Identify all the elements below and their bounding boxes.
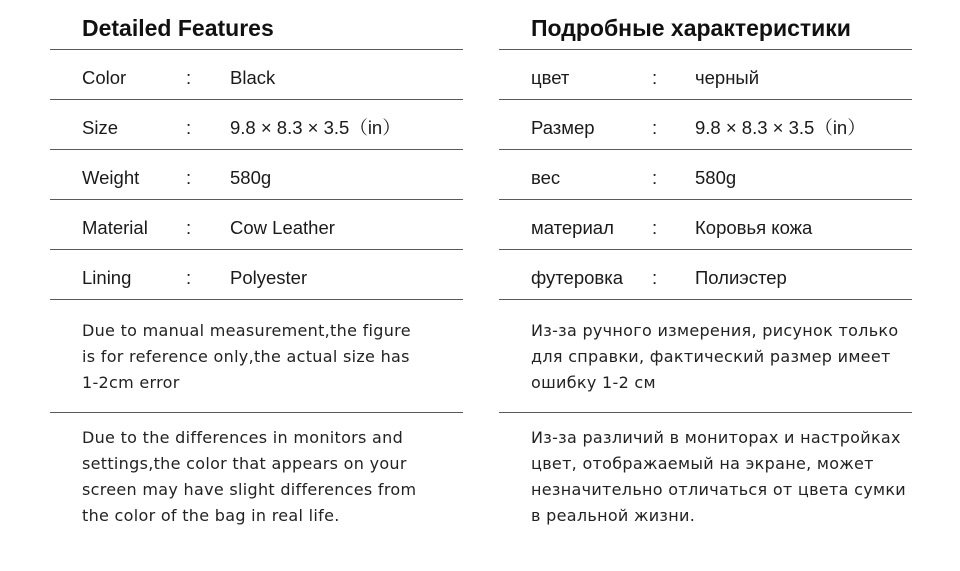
spec-colon: : (652, 67, 658, 88)
spec-colon: : (186, 117, 192, 138)
note-line: цвет, отображаемый на экране, может (531, 454, 874, 473)
spec-label: Размер (531, 117, 595, 138)
spec-value: Коровья кожа (695, 217, 813, 238)
spec-value: 580g (230, 167, 272, 188)
spec-row-material (499, 200, 912, 250)
spec-row-size (499, 100, 912, 150)
spec-label: футеровка (531, 267, 624, 288)
english-spec-column (50, 0, 463, 529)
spec-value: Полиэстер (695, 267, 787, 288)
spec-value: 9.8 × 8.3 × 3.5（in） (230, 117, 401, 138)
spec-value: 9.8 × 8.3 × 3.5（in） (695, 117, 866, 138)
note-line: Из-за различий в мониторах и настройках (531, 428, 901, 447)
note-line: Due to the differences in monitors and (82, 428, 404, 447)
spec-label: материал (531, 217, 614, 238)
spec-colon: : (186, 167, 192, 188)
spec-label: Color (82, 67, 127, 88)
measurement-note (50, 300, 463, 413)
spec-label: Lining (82, 267, 132, 288)
spec-row-weight (50, 150, 463, 200)
note-line: ошибку 1-2 см (531, 373, 656, 392)
note-line: the color of the bag in real life. (82, 506, 340, 525)
spec-row-lining (499, 250, 912, 300)
spec-value: 580g (695, 167, 737, 188)
spec-colon: : (652, 217, 658, 238)
spec-label: Material (82, 217, 148, 238)
measurement-note (499, 300, 912, 413)
note-line: в реальной жизни. (531, 506, 696, 525)
spec-colon: : (652, 167, 658, 188)
spec-colon: : (652, 267, 658, 288)
note-line: Из-за ручного измерения, рисунок только (531, 321, 899, 340)
spec-row-color (499, 50, 912, 100)
note-line: незначительно отличаться от цвета сумки (531, 480, 907, 499)
note-line: screen may have slight differences from (82, 480, 417, 499)
spec-label: вес (531, 167, 561, 188)
spec-label: Size (82, 117, 118, 138)
spec-row-weight (499, 150, 912, 200)
spec-row-lining (50, 250, 463, 300)
color-note (499, 413, 912, 529)
color-note (50, 413, 463, 529)
spec-label: Weight (82, 167, 140, 188)
spec-colon: : (186, 217, 192, 238)
note-line: settings,the color that appears on your (82, 454, 407, 473)
spec-value: Polyester (230, 267, 308, 288)
spec-colon: : (186, 267, 192, 288)
english-title: Detailed Features (50, 0, 463, 50)
note-line: is for reference only,the actual size has (82, 347, 410, 366)
spec-value: черный (695, 67, 760, 88)
russian-title: Подробные характеристики (499, 0, 912, 50)
spec-row-material (50, 200, 463, 250)
spec-colon: : (186, 67, 192, 88)
note-line: 1-2cm error (82, 373, 180, 392)
russian-spec-column (499, 0, 912, 529)
spec-colon: : (652, 117, 658, 138)
spec-row-size (50, 100, 463, 150)
spec-value: Black (230, 67, 276, 88)
spec-label: цвет (531, 67, 570, 88)
note-line: для справки, фактический размер имеет (531, 347, 891, 366)
spec-value: Cow Leather (230, 217, 335, 238)
spec-row-color (50, 50, 463, 100)
note-line: Due to manual measurement,the figure (82, 321, 411, 340)
